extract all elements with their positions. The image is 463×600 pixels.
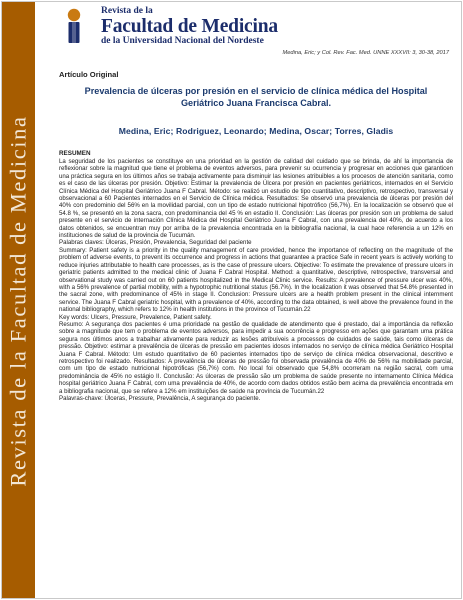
article-title: Prevalencia de úlceras por presión en el servicio de clínica médica del Hospital Geriátrico Juana Francisca Cabral. [84, 86, 428, 108]
keywords-spanish: Palabras claves: Úlceras, Presión, Prevalencia, Seguridad del paciente [59, 239, 252, 247]
journal-page [1, 1, 462, 599]
faculty-logo-icon [57, 6, 91, 44]
keywords-portuguese: Palavras-chave: Úlceras, Pressure, Prevalência, A segurança do paciente. [59, 395, 261, 402]
brand-top-line: Revista de la [101, 6, 153, 16]
brand-sub-line: de la Universidad Nacional del Nordeste [101, 36, 264, 46]
abstract-portuguese: Resumo: A segurança dos pacientes é uma prioridade na gestão de qualidade de atendimento que é prestado, daí a importância da reflexão sobre a magnitude que tem o problema de eventos adversos, para impedir a sua ocorrência e progresso em ações que garantam uma prática segura nos últimos anos a trabalhar ativamente para reduzir as lesões atribuíveis a processos de cuidados de saúde, tais como úlceras de pressão. Objetivo: estimar a prevalência de úlceras de pressão em pacientes idosos internados no serviço de clínica médica Geriátrico Hospital Juana F Cabral. Método: Um estudo quantitativo de 60 pacientes internados tipo de serviço de clínica médica observacional, descritivo e retrospectivo foi realizado. Resultados: A prevalência de úlceras de pressão foi observada prevalência de 40% de 56% na mobilidade parcial, com um tipo de estado nutricional hipotróficas (56,7%) com. No local foi observado que 54,8% ocorreram na região sacral, com uma predominância de 45% no estágio II. Conclusão: As úlceras de pressão são um problema de saúde presente no internamento Clínica Médica hospital geriátrico Juana F Cabral, com uma prevalência de 40%, de acordo com dados obtidos estão bem acima da prevalência encontrada em a bibliografia nacional, que se refere a 12% em instituições de saúde na província de Tucumán.22 [59, 320, 453, 395]
resumen-heading: RESUMEN [59, 150, 91, 157]
article-content [59, 66, 453, 402]
keywords-english: Key words: Ulcers, Pressure, Prevalence, Patient safety. [59, 313, 212, 321]
journal-sidebar [2, 2, 35, 599]
abstract-spanish: La seguridad de los pacientes se constituye en una prioridad en la gestión de calidad del cuidado que se brinda, de ahí la importancia de reflexionar sobre la magnitud que tiene el problema de eventos adversos, para prevenir su ocurrencia y progresar en acciones que garanticen una práctica segura en los últimos años se trabaja activamente para disminuir las lesiones atribuibles a los procesos de atención sanitaria, como es el caso de las úlceras por presión. Objetivo: Estimar la prevalencia de Úlcera por presión en pacientes geriátricos, internados en el Servicio Clínica Médica del Hospital Geriátrico Juana F Cabral. Método: se realizó un estudio de tipo cuantitativo, descriptivo, retrospectivo, transversal y observacional a 60 Pacientes internados en el Servicio de Clínica médica. Resultados: Se observó una prevalencia de úlceras por presión del 40% con predominio del 56% en la movilidad parcial, con un tipo de estado nutricional hipotrófico (56,7%). En la localización se observó que el 54.8 %, se presentó en la zona sacra, con predominancia del 45 % en estadio II. Conclusión: Las úlceras por presión son un problema de salud presente en el servicio de internación Clínica Médica del Hospital Geriátrico Juana F Cabral, con una prevalencia del 40%, de acuerdo a los datos obtenidos, se encuentran muy por arriba de la prevalencia encontrada en la bibliografía nacional, la cual hace referencia a un 12% en instituciones de salud de la provincia de Tucumán. [59, 158, 453, 240]
citation-line: Medina, Eric; y Col. Rev. Fac. Med. UNNE XXXVII: 3, 30-38, 2017 [282, 50, 449, 56]
section-label: Artículo Original [59, 70, 119, 79]
abstract-english: Summary: Patient safety is a priority in the quality management of care provided, hence the importance of reflecting on the magnitude of the problem of adverse events, to prevent its occurrence and progress in actions that guarantee a practice Safe in recent years is actively working to reduce injuries attributable to health care processes, as is the case of pressure ulcers. Objective: To estimate the prevalence of pressure ulcers in geriatric patients admitted to the medical clinic of Juana F Cabral Hospital. Method: a quantitative, descriptive, retrospective, transversal and observational study was carried out on 60 patients hospitalized in the Medical Clinic service. Results: A prevalence of pressure ulcer was 40%, with a 56% prevalence of partial mobility, with a hypotrophic nutritional status (56.7%). In the localization it was observed that 54.8% presented in the sacral zone, with predominance of 45% in stage II. Conclusion: Pressure ulcers are a health problem present in the clinical internment service. The Juana F Cabral geriatric hospital, with a prevalence of 40%, according to the data obtained, is well above the prevalence found in the national bibliography, which refers to 12% in health institutions in the province of Tucumán.22 [59, 246, 453, 314]
brand-main-line: Facultad de Medicina [101, 16, 278, 37]
article-authors: Medina, Eric; Rodriguez, Leonardo; Medina, Oscar; Torres, Gladis [118, 126, 394, 136]
journal-brand [101, 6, 431, 47]
abstract-body [59, 158, 453, 402]
sidebar-vertical-title: Revista de la Facultad de Medicina [5, 115, 31, 487]
journal-header [57, 6, 437, 46]
